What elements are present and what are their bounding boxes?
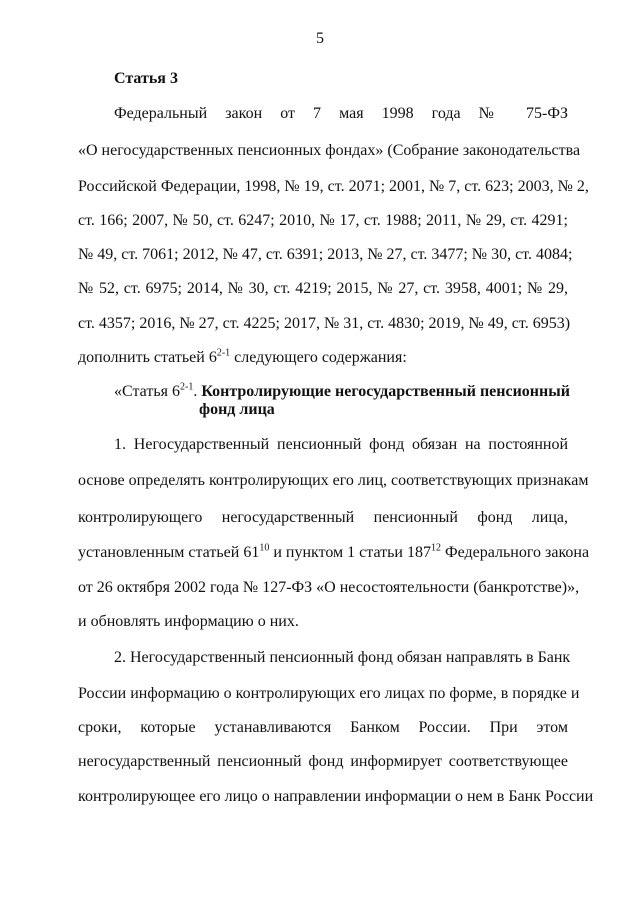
intro-last-text: дополнить статьей 6 <box>78 349 217 366</box>
intro-last-text: следующего содержания: <box>230 349 407 366</box>
para1-line: 1. Негосударственный пенсионный фонд обязан на постоянной <box>114 436 568 453</box>
para1-text: Федерального закона <box>441 544 590 561</box>
para2-line: контролирующее его лицо о направлении информации о нем в Банк России <box>78 788 594 805</box>
para1-line: контролирующего негосударственный пенсионный фонд лица, <box>78 509 568 526</box>
superscript: 10 <box>259 542 270 554</box>
para1-text: установленным статьей 61 <box>78 544 260 561</box>
para2-line: 2. Негосударственный пенсионный фонд обязан направлять в Банк <box>114 649 571 666</box>
para2-line: негосударственный пенсионный фонд информирует соответствующее <box>78 753 568 770</box>
intro-line: ст. 166; 2007, № 50, ст. 6247; 2010, № 17, ст. 1988; 2011, № 29, ст. 4291; <box>78 212 568 229</box>
new-article-prefix: «Статья 6 <box>114 383 180 400</box>
superscript: 12 <box>431 542 441 554</box>
para2-line: России информацию о контролирующих его лицах по форме, в порядке и <box>78 685 580 702</box>
para1-line: и обновлять информацию о них. <box>78 613 299 630</box>
para1-line-with-refs <box>78 542 590 563</box>
intro-line: Федеральный закон от 7 мая 1998 года № 75-ФЗ <box>114 105 568 122</box>
intro-line: Российской Федерации, 1998, № 19, ст. 2071; 2001, № 7, ст. 623; 2003, № 2, <box>78 178 589 195</box>
article-heading: Статья 3 <box>114 70 178 87</box>
page-number: 5 <box>316 30 324 47</box>
intro-line: № 52, ст. 6975; 2014, № 30, ст. 4219; 2015, № 27, ст. 3958, 4001; № 29, <box>78 280 568 297</box>
new-article-heading: «Статья 6$^{2-1}$. Контролирующие негосударственный пенсионный <box>114 381 570 400</box>
superscript: 2-1 <box>179 381 194 393</box>
superscript: 2-1 <box>216 347 231 359</box>
intro-last-line <box>78 348 568 368</box>
para2-line: сроки, которые устанавливаются Банком России. При этом <box>78 719 568 736</box>
para1-text: и пунктом 1 статьи 187 <box>269 544 431 561</box>
para1-line: основе определять контролирующих его лиц, соответствующих признакам <box>78 472 589 489</box>
para1-line: от 26 октября 2002 года № 127-ФЗ «О несостоятельности (банкротстве)», <box>78 579 580 596</box>
new-article-title-line2: фонд лица <box>199 401 275 418</box>
intro-line: № 49, ст. 7061; 2012, № 47, ст. 6391; 2013, № 27, ст. 3477; № 30, ст. 4084; <box>78 246 573 263</box>
new-article-title: Контролирующие негосударственный пенсионный <box>201 383 570 400</box>
intro-line: «О негосударственных пенсионных фондах» (Собрание законодательства <box>78 142 581 159</box>
intro-line: ст. 4357; 2016, № 27, ст. 4225; 2017, № 31, ст. 4830; 2019, № 49, ст. 6953) <box>78 315 571 332</box>
